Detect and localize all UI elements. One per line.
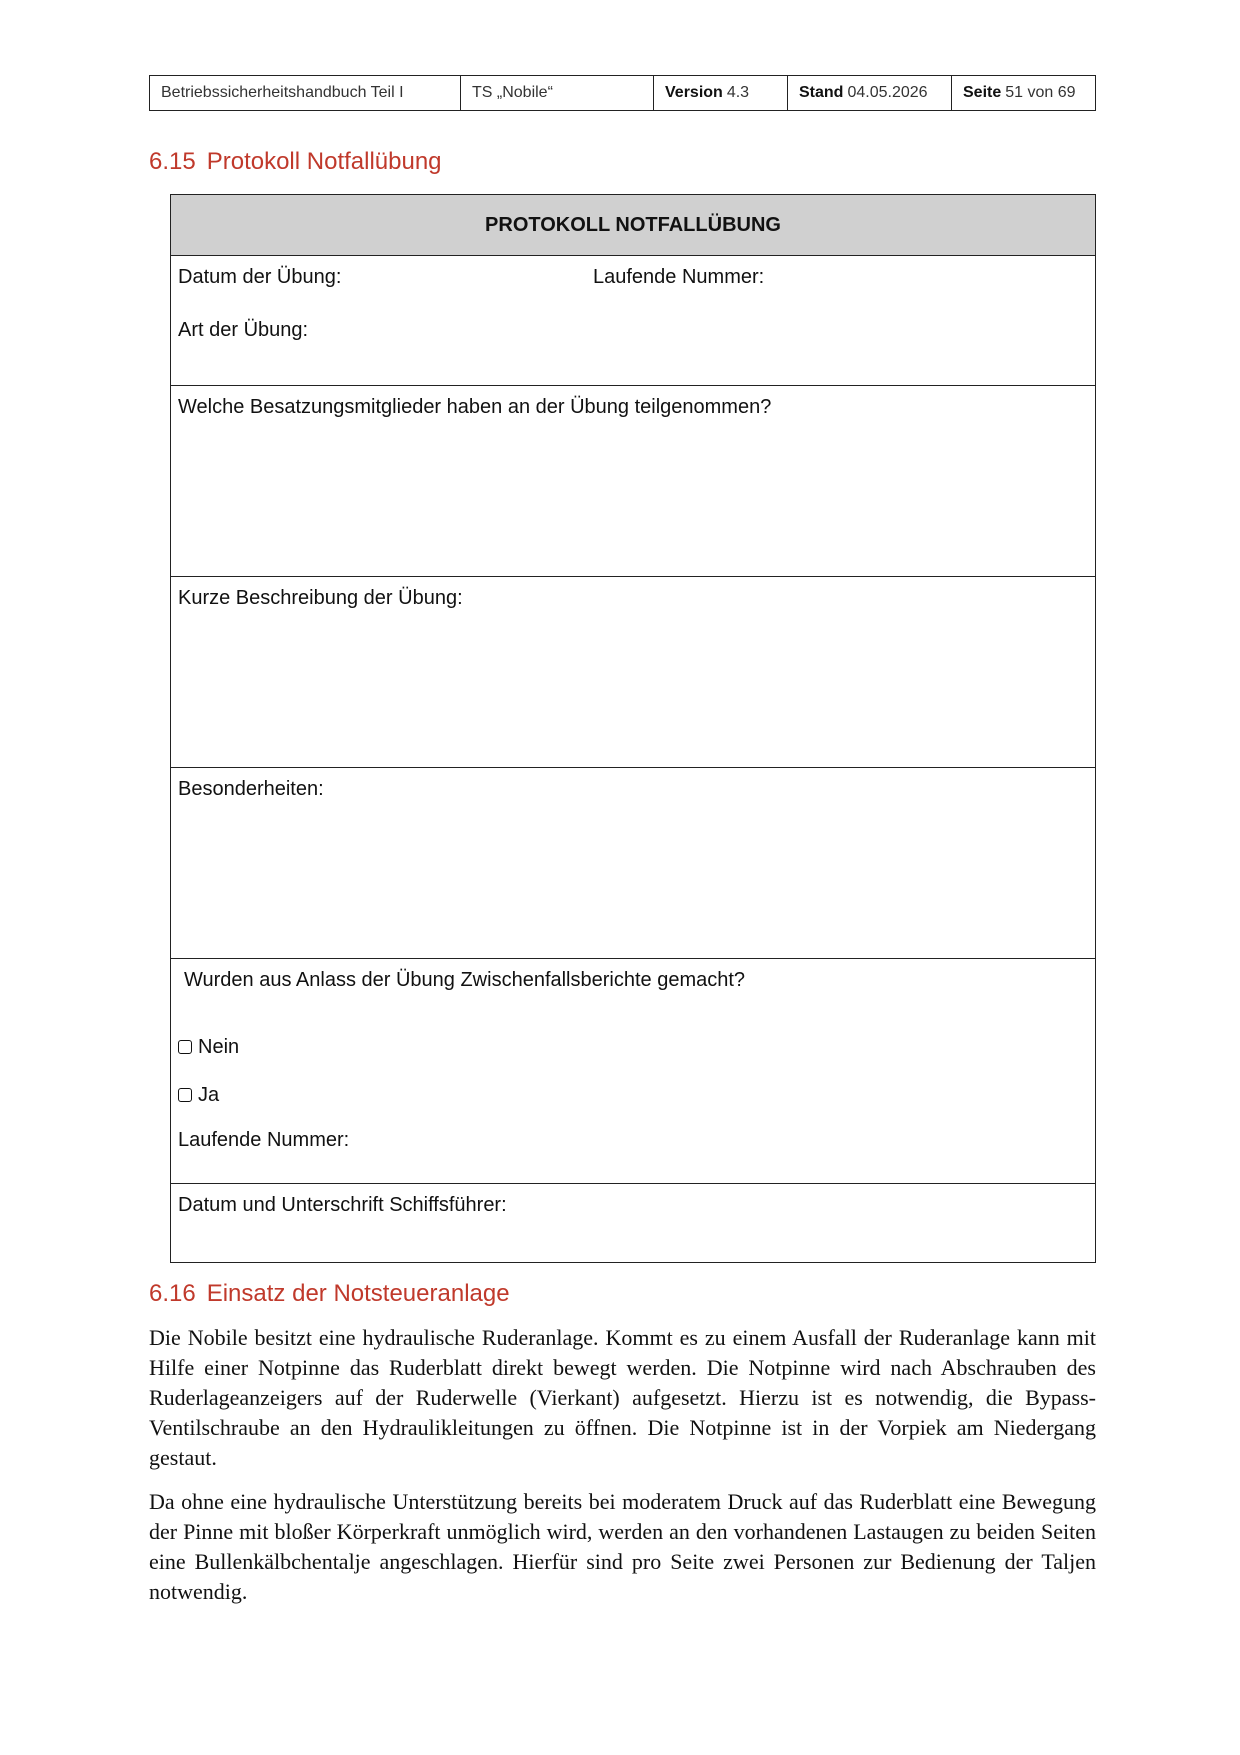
header-ship xyxy=(461,76,654,110)
form-row-special xyxy=(171,768,1095,959)
header-version-label: Version xyxy=(665,84,723,101)
header-document-title xyxy=(150,76,461,110)
checkbox-ja[interactable] xyxy=(178,1088,192,1102)
header-page xyxy=(952,76,1095,110)
participants-label: Welche Besatzungsmitglieder haben an der Übung teilgenommen? xyxy=(178,396,772,418)
serial-number-label: Laufende Nummer: xyxy=(593,266,765,288)
header-ship-text: TS „Nobile“ xyxy=(472,84,553,101)
section-title: Protokoll Notfallübung xyxy=(206,148,442,175)
incident-serial-label: Laufende Nummer: xyxy=(178,1129,350,1151)
section-heading-6-16 xyxy=(149,1280,510,1308)
header-page-label: Seite xyxy=(963,84,1002,101)
signature-label: Datum und Unterschrift Schiffsführer: xyxy=(178,1194,507,1216)
checkbox-nein[interactable] xyxy=(178,1040,192,1054)
section-number: 6.15 xyxy=(149,148,196,175)
drill-type-label: Art der Übung: xyxy=(178,319,309,341)
form-title: PROTOKOLL NOTFALLÜBUNG xyxy=(171,195,1095,256)
form-row-participants xyxy=(171,386,1095,577)
section-title: Einsatz der Notsteueranlage xyxy=(206,1280,510,1307)
section-number: 6.16 xyxy=(149,1280,196,1307)
option-ja-label: Ja xyxy=(198,1084,220,1106)
incident-question-label: Wurden aus Anlass der Übung Zwischenfallsberichte gemacht? xyxy=(184,969,746,991)
description-label: Kurze Beschreibung der Übung: xyxy=(178,587,463,609)
body-paragraph-1: Die Nobile besitzt eine hydraulische Ruderanlage. Kommt es zu einem Ausfall der Ruderanlage kann mit Hilfe einer Notpinne das Ruderblatt direkt bewegt werden. Die Notpinne wird nach Abschrauben des Ruderlageanzeigers auf der Ruderwelle (Vierkant) aufgesetzt. Hierzu ist es notwendig, die Bypass-Ventilschraube an den Hydraulikleitungen zu öffnen. Die Notpinne ist in der Vorpiek am Niedergang gestaut. xyxy=(149,1325,1096,1470)
option-nein[interactable] xyxy=(178,1036,239,1059)
form-row-signature xyxy=(171,1184,1095,1262)
option-ja[interactable] xyxy=(178,1084,219,1107)
header-stand-value: 04.05.2026 xyxy=(847,84,928,101)
header-page-value: 51 von 69 xyxy=(1005,84,1076,101)
page-header xyxy=(149,75,1096,111)
header-version xyxy=(654,76,788,110)
header-stand xyxy=(788,76,952,110)
option-nein-label: Nein xyxy=(198,1036,240,1058)
header-stand-label: Stand xyxy=(799,84,844,101)
header-doc-text: Betriebssicherheitshandbuch Teil I xyxy=(161,84,404,101)
header-version-value: 4.3 xyxy=(726,84,750,101)
date-label: Datum der Übung: xyxy=(178,266,342,288)
emergency-drill-form xyxy=(170,194,1096,1263)
body-paragraph-2: Da ohne eine hydraulische Unterstützung bereits bei moderatem Druck auf das Ruderblatt eine Bewegung der Pinne mit bloßer Körperkraft unmöglich wird, werden an den vorhandenen Lastaugen zu beiden Seiten eine Bullenkälbchentalje angeschlagen. Hierfür sind pro Seite zwei Personen zur Bedienung der Taljen notwendig. xyxy=(149,1489,1096,1604)
section-heading-6-15 xyxy=(149,148,442,176)
form-row-date-type xyxy=(171,256,1095,386)
special-notes-label: Besonderheiten: xyxy=(178,778,324,800)
form-row-incident-reports xyxy=(171,959,1095,1184)
form-row-description xyxy=(171,577,1095,768)
